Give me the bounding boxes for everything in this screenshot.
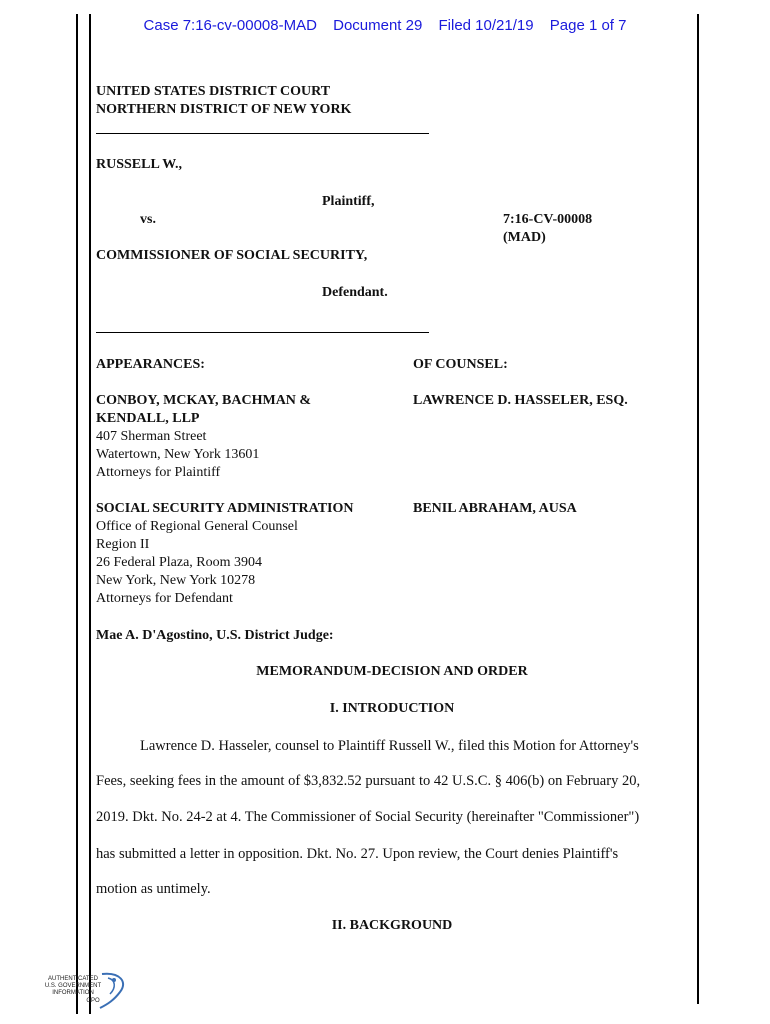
document-number: Document 29 bbox=[333, 17, 423, 34]
section-heading-background: II. BACKGROUND bbox=[331, 918, 453, 933]
case-number-caption: 7:16-CV-00008 bbox=[503, 212, 593, 227]
seal-text-government: U.S. GOVERNMENT bbox=[44, 983, 102, 989]
judge-name: Mae A. D'Agostino, U.S. District Judge: bbox=[96, 628, 334, 643]
judge-initials: (MAD) bbox=[503, 230, 546, 245]
plaintiff-name: RUSSELL W., bbox=[96, 157, 182, 172]
appearances-heading: APPEARANCES: bbox=[96, 357, 205, 372]
versus: vs. bbox=[140, 212, 156, 227]
defendant-city: New York, New York 10278 bbox=[96, 573, 256, 588]
memo-title: MEMORANDUM-DECISION AND ORDER bbox=[256, 664, 528, 679]
plaintiff-address: 407 Sherman Street bbox=[96, 429, 207, 444]
defendant-attorneys-label: Attorneys for Defendant bbox=[96, 591, 233, 606]
paragraph-line: motion as untimely. bbox=[96, 881, 211, 897]
defendant-counsel: BENIL ABRAHAM, AUSA bbox=[413, 501, 577, 516]
defendant-address: 26 Federal Plaza, Room 3904 bbox=[96, 555, 263, 570]
plaintiff-firm: CONBOY, MCKAY, BACHMAN & bbox=[96, 393, 312, 408]
margin-line-left-1 bbox=[76, 14, 78, 1014]
divider bbox=[96, 332, 429, 333]
page-number: Page 1 of 7 bbox=[549, 17, 627, 34]
margin-line-left-2 bbox=[89, 14, 91, 1014]
ecf-header bbox=[0, 17, 770, 34]
paragraph-line: Fees, seeking fees in the amount of $3,832.52 pursuant to 42 U.S.C. § 406(b) on February 20, bbox=[96, 773, 641, 789]
of-counsel-heading: OF COUNSEL: bbox=[413, 357, 508, 372]
seal-text-authenticated: AUTHENTICATED bbox=[48, 976, 98, 982]
plaintiff-counsel: LAWRENCE D. HASSELER, ESQ. bbox=[413, 393, 628, 408]
plaintiff-city: Watertown, New York 13601 bbox=[96, 447, 260, 462]
filed-date: Filed 10/21/19 bbox=[438, 17, 534, 34]
section-heading-introduction: I. INTRODUCTION bbox=[329, 701, 455, 716]
defendant-role: Defendant. bbox=[322, 285, 388, 300]
paragraph-line: has submitted a letter in opposition. Dkt. No. 27. Upon review, the Court denies Plaintiff's bbox=[96, 846, 619, 862]
seal-text-gpo: GPO bbox=[86, 998, 100, 1004]
case-number: Case 7:16-cv-00008-MAD bbox=[143, 17, 317, 34]
paragraph-line: 2019. Dkt. No. 24-2 at 4. The Commissioner of Social Security (hereinafter "Commissioner") bbox=[96, 809, 640, 825]
defendant-region: Region II bbox=[96, 537, 150, 552]
plaintiff-role: Plaintiff, bbox=[322, 194, 375, 209]
plaintiff-firm-cont: KENDALL, LLP bbox=[96, 411, 200, 426]
defendant-org: SOCIAL SECURITY ADMINISTRATION bbox=[96, 501, 354, 516]
court-name: UNITED STATES DISTRICT COURT bbox=[96, 84, 331, 99]
defendant-name: COMMISSIONER OF SOCIAL SECURITY, bbox=[96, 248, 368, 263]
plaintiff-attorneys-label: Attorneys for Plaintiff bbox=[96, 465, 221, 480]
divider bbox=[96, 133, 429, 134]
seal-text-information: INFORMATION bbox=[52, 990, 94, 996]
paragraph-line: Lawrence D. Hasseler, counsel to Plaintiff Russell W., filed this Motion for Attorney's bbox=[140, 738, 639, 754]
court-district: NORTHERN DISTRICT OF NEW YORK bbox=[96, 102, 352, 117]
defendant-office: Office of Regional General Counsel bbox=[96, 519, 298, 534]
margin-line-right bbox=[697, 14, 699, 1004]
